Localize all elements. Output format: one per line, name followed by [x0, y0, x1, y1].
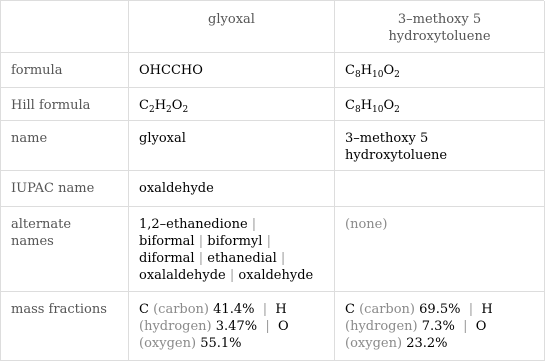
name-methoxy-hydroxytoluene: 3–methoxy 5 hydroxytoluene — [335, 121, 545, 171]
row-label-alternate-names: alternate names — [1, 207, 129, 292]
alternate-names-methoxy-hydroxytoluene: (none) — [335, 207, 545, 292]
row-label-mass-fractions: mass fractions — [1, 292, 129, 361]
iupac-name-glyoxal: oxaldehyde — [129, 171, 335, 207]
iupac-name-methoxy-hydroxytoluene — [335, 171, 545, 207]
mass-fractions-glyoxal: C (carbon) 41.4% | H (hydrogen) 3.47% | O (oxygen) 55.1% — [129, 292, 335, 361]
alternate-names-glyoxal: 1,2–ethanedione | biformal | biformyl | diformal | ethanedial | oxalaldehyde | oxaldehyde — [129, 207, 335, 292]
mass-fractions-methoxy-hydroxytoluene: C (carbon) 69.5% | H (hydrogen) 7.3% | O (oxygen) 23.2% — [335, 292, 545, 361]
formula-glyoxal: OHCCHO — [129, 53, 335, 88]
header-methoxy-hydroxytoluene: 3–methoxy 5 hydroxytoluene — [335, 1, 545, 53]
row-label-hill-formula: Hill formula — [1, 88, 129, 121]
name-glyoxal: glyoxal — [129, 121, 335, 171]
formula-methoxy-hydroxytoluene: $C_8H_{10}O_2$ — [335, 53, 545, 88]
row-label-formula: formula — [1, 53, 129, 88]
header-glyoxal: glyoxal — [129, 1, 335, 53]
header-corner — [1, 1, 129, 53]
row-label-name: name — [1, 121, 129, 171]
hill-formula-methoxy-hydroxytoluene: $C_8H_{10}O_2$ — [335, 88, 545, 121]
hill-formula-glyoxal: $C_2H_2O_2$ — [129, 88, 335, 121]
row-label-iupac-name: IUPAC name — [1, 171, 129, 207]
